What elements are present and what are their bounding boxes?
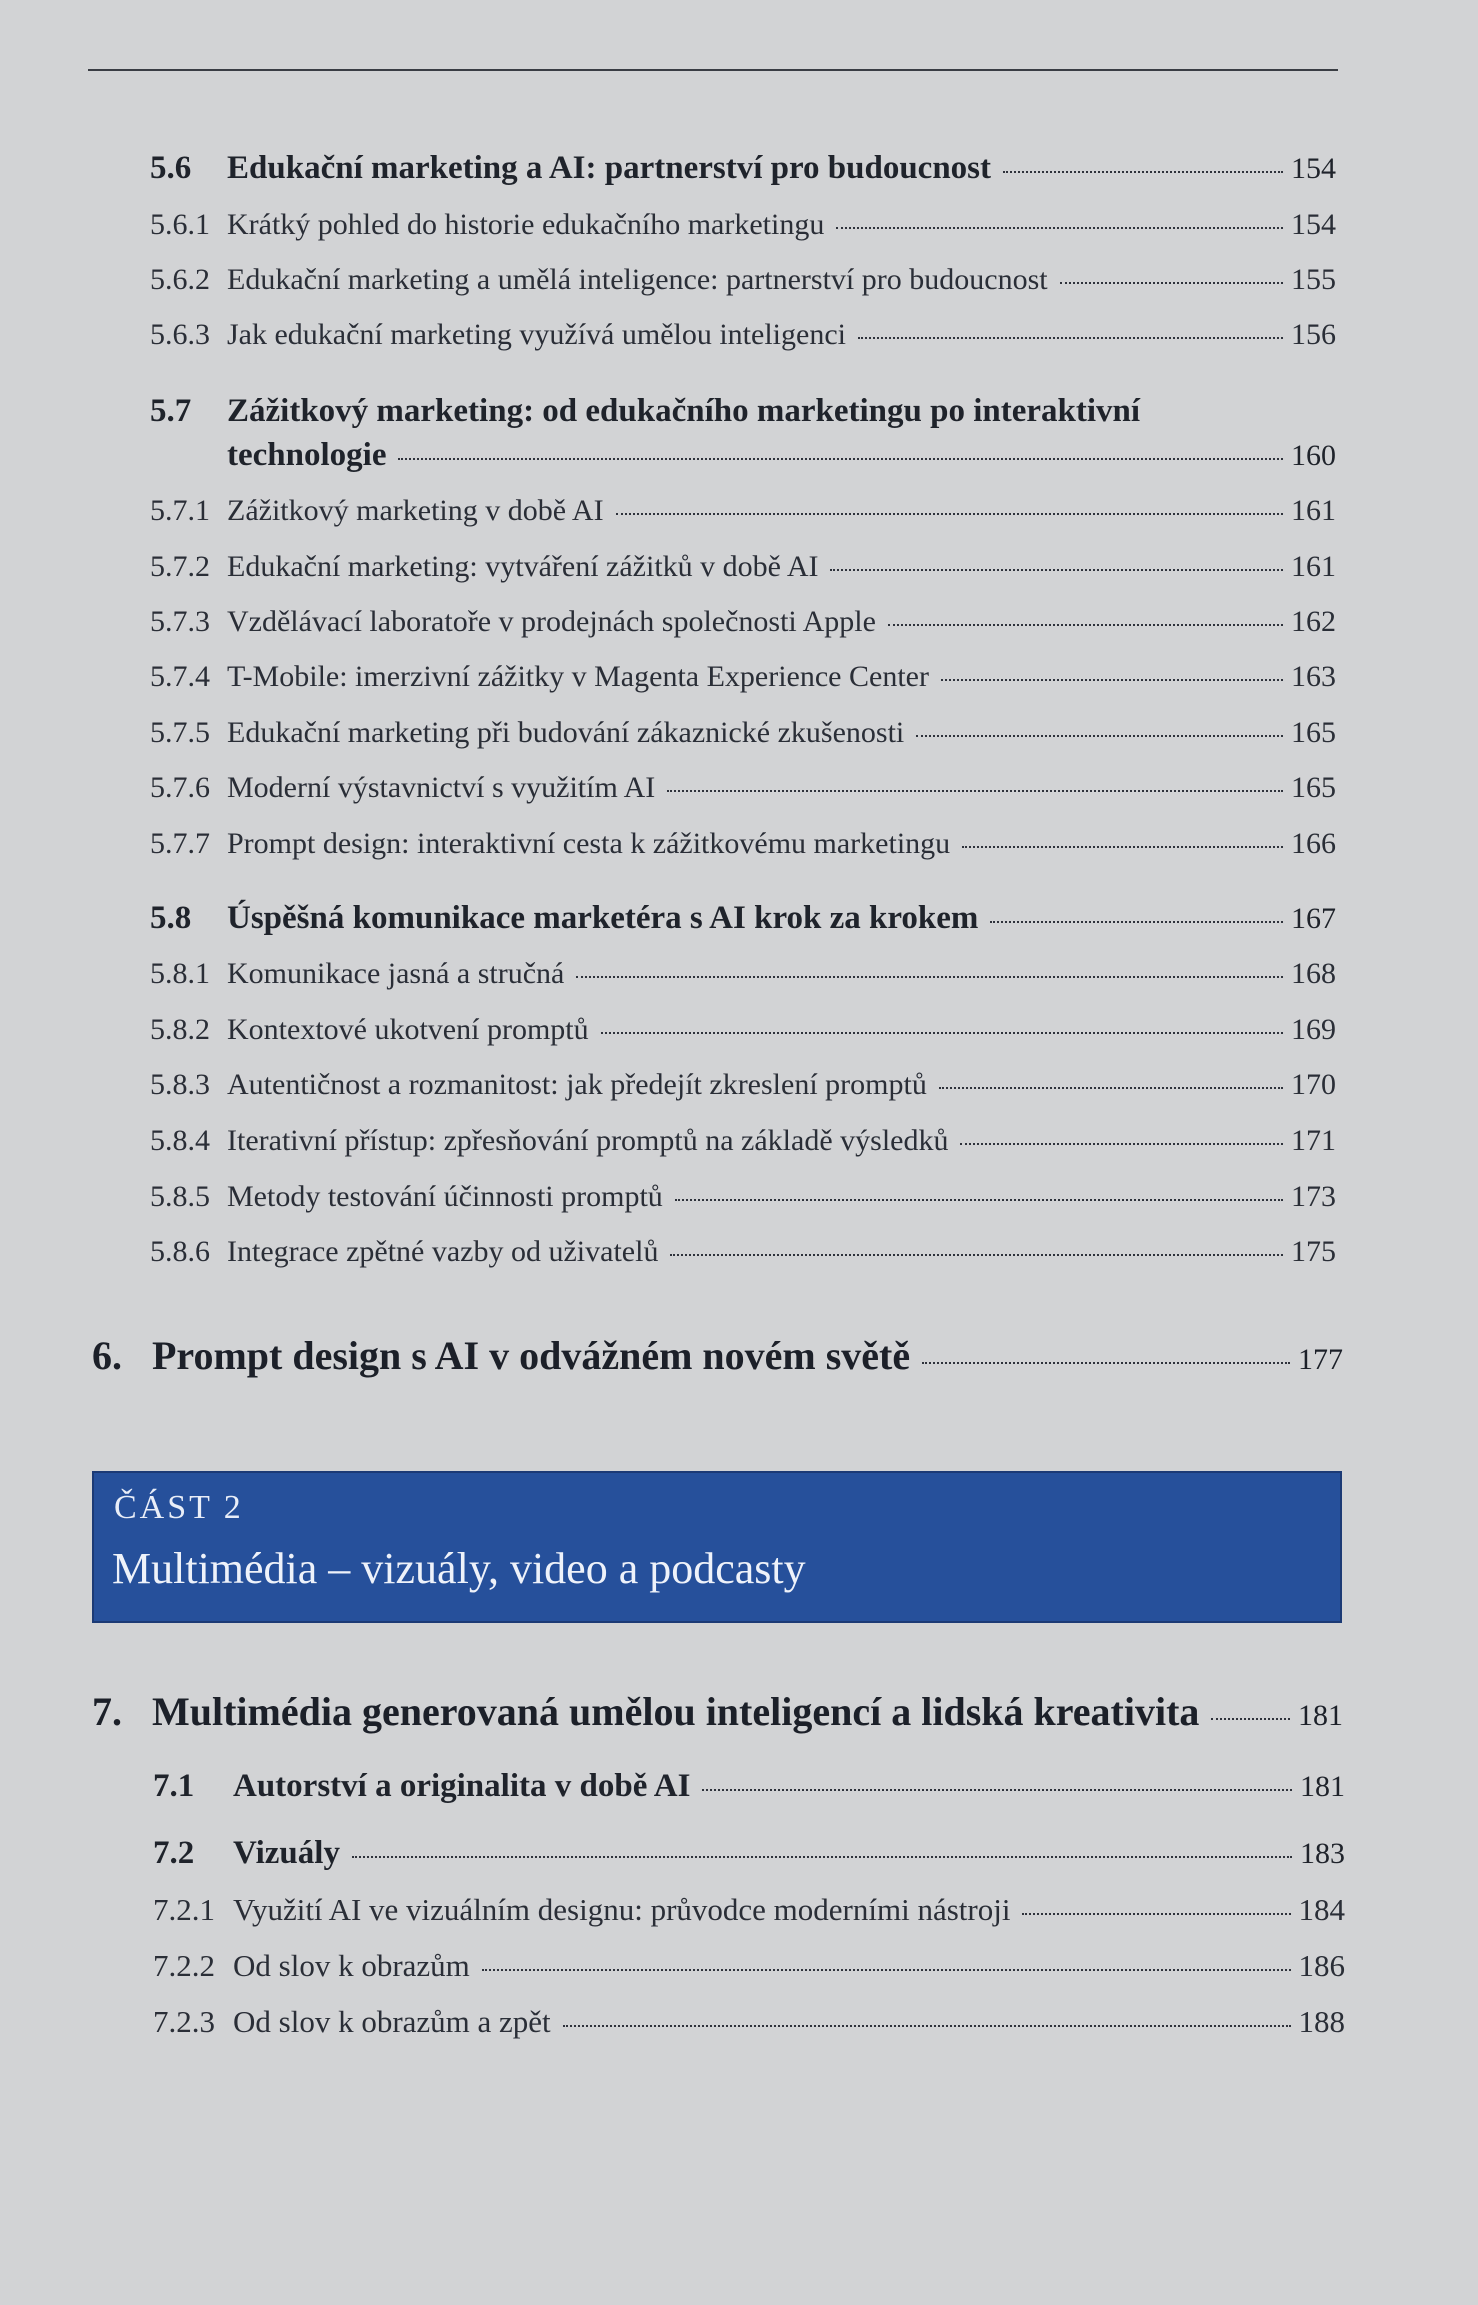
toc-entry-5-6-2[interactable] bbox=[150, 263, 1336, 297]
dot-leader bbox=[990, 921, 1283, 923]
dot-leader bbox=[563, 2025, 1291, 2027]
toc-entry-5-7-6[interactable] bbox=[150, 771, 1336, 805]
entry-page: 160 bbox=[1291, 439, 1336, 472]
dot-leader bbox=[670, 1254, 1283, 1256]
toc-entry-5-7-continuation[interactable] bbox=[227, 437, 1336, 474]
entry-title: Edukační marketing a umělá inteligence: partnerství pro budoucnost bbox=[227, 263, 1048, 296]
part-2-banner bbox=[92, 1471, 1342, 1623]
entry-page: 170 bbox=[1291, 1068, 1336, 1101]
entry-number: 7.2 bbox=[153, 1835, 195, 1871]
dot-leader bbox=[576, 976, 1283, 978]
dot-leader bbox=[836, 227, 1283, 229]
chapter-page: 181 bbox=[1298, 1699, 1343, 1732]
entry-number: 5.6 bbox=[150, 150, 192, 186]
entry-title: Autorství a originalita v době AI bbox=[233, 1768, 691, 1804]
dot-leader bbox=[1211, 1718, 1290, 1720]
dot-leader bbox=[601, 1032, 1283, 1034]
entry-number: 5.8.1 bbox=[150, 957, 210, 990]
entry-page: 154 bbox=[1291, 208, 1336, 241]
toc-entry-5-8-1[interactable] bbox=[150, 957, 1336, 991]
toc-chapter-7[interactable] bbox=[92, 1688, 1343, 1735]
entry-title: Vizuály bbox=[233, 1835, 340, 1871]
header-rule bbox=[88, 69, 1338, 71]
entry-page: 167 bbox=[1291, 902, 1336, 935]
dot-leader bbox=[941, 679, 1283, 681]
toc-entry-7-2[interactable] bbox=[153, 1835, 1345, 1872]
entry-page: 171 bbox=[1291, 1124, 1336, 1157]
entry-page: 188 bbox=[1298, 2004, 1345, 2039]
chapter-title: Multimédia generovaná umělou inteligencí a lidská kreativita bbox=[152, 1689, 1200, 1734]
entry-number: 7.2.1 bbox=[153, 1892, 215, 1927]
entry-page: 163 bbox=[1291, 660, 1336, 693]
entry-title: Krátký pohled do historie edukačního marketingu bbox=[227, 208, 825, 241]
dot-leader bbox=[858, 337, 1283, 339]
toc-entry-7-2-1[interactable] bbox=[153, 1892, 1345, 1928]
toc-entry-7-1[interactable] bbox=[153, 1768, 1345, 1805]
entry-number: 7.2.2 bbox=[153, 1948, 215, 1983]
entry-page: 154 bbox=[1291, 152, 1336, 185]
toc-entry-5-8-6[interactable] bbox=[150, 1235, 1336, 1269]
dot-leader bbox=[667, 790, 1283, 792]
entry-title: Zážitkový marketing v době AI bbox=[227, 494, 604, 527]
entry-page: 181 bbox=[1300, 1770, 1345, 1803]
entry-title: Moderní výstavnictví s využitím AI bbox=[227, 771, 656, 804]
entry-page: 161 bbox=[1291, 550, 1336, 583]
dot-leader bbox=[830, 569, 1283, 571]
entry-number: 5.7.7 bbox=[150, 827, 210, 860]
toc-entry-5-6-3[interactable] bbox=[150, 318, 1336, 352]
toc-entry-5-8-4[interactable] bbox=[150, 1124, 1336, 1158]
entry-number: 5.8.3 bbox=[150, 1068, 210, 1101]
dot-leader bbox=[675, 1199, 1283, 1201]
entry-number: 5.6.3 bbox=[150, 318, 210, 351]
entry-page: 175 bbox=[1291, 1235, 1336, 1268]
toc-entry-5-8-3[interactable] bbox=[150, 1068, 1336, 1102]
entry-number: 7.2.3 bbox=[153, 2004, 215, 2039]
chapter-number: 7. bbox=[92, 1689, 122, 1734]
entry-page: 161 bbox=[1291, 494, 1336, 527]
entry-title: Edukační marketing: vytváření zážitků v době AI bbox=[227, 550, 819, 583]
entry-page: 169 bbox=[1291, 1013, 1336, 1046]
entry-number: 5.7.4 bbox=[150, 660, 210, 693]
entry-page: 155 bbox=[1291, 263, 1336, 296]
entry-title: T-Mobile: imerzivní zážitky v Magenta Experience Center bbox=[227, 660, 929, 693]
entry-page: 168 bbox=[1291, 957, 1336, 990]
entry-number: 5.7 bbox=[150, 393, 192, 429]
toc-entry-5-8-5[interactable] bbox=[150, 1180, 1336, 1214]
chapter-title: Prompt design s AI v odvážném novém světě bbox=[152, 1333, 911, 1378]
entry-title: Edukační marketing a AI: partnerství pro budoucnost bbox=[227, 150, 992, 186]
entry-page: 183 bbox=[1300, 1837, 1345, 1870]
entry-title-line2: technologie bbox=[227, 437, 387, 473]
entry-page: 165 bbox=[1291, 716, 1336, 749]
entry-page: 186 bbox=[1298, 1948, 1345, 1983]
dot-leader bbox=[1060, 282, 1283, 284]
dot-leader bbox=[1022, 1913, 1290, 1915]
entry-page: 173 bbox=[1291, 1180, 1336, 1213]
entry-page: 162 bbox=[1291, 605, 1336, 638]
part-label: ČÁST 2 bbox=[114, 1489, 244, 1526]
toc-entry-5-7-3[interactable] bbox=[150, 605, 1336, 639]
entry-title: Prompt design: interaktivní cesta k zážitkovému marketingu bbox=[227, 827, 951, 860]
entry-title: Využití AI ve vizuálním designu: průvodce moderními nástroji bbox=[233, 1892, 1011, 1927]
dot-leader bbox=[1003, 171, 1283, 173]
entry-title: Autentičnost a rozmanitost: jak předejít zkreslení promptů bbox=[227, 1068, 927, 1101]
entry-number: 5.6.1 bbox=[150, 208, 210, 241]
toc-entry-5-7-7[interactable] bbox=[150, 827, 1336, 861]
dot-leader bbox=[616, 513, 1283, 515]
dot-leader bbox=[888, 624, 1283, 626]
entry-title: Kontextové ukotvení promptů bbox=[227, 1013, 589, 1046]
entry-page: 184 bbox=[1298, 1892, 1345, 1927]
dot-leader bbox=[916, 735, 1283, 737]
entry-number: 5.7.2 bbox=[150, 550, 210, 583]
entry-number: 5.8.5 bbox=[150, 1180, 210, 1213]
dot-leader bbox=[960, 1143, 1283, 1145]
entry-number: 5.7.6 bbox=[150, 771, 210, 804]
toc-entry-5-7-2[interactable] bbox=[150, 550, 1336, 584]
entry-number: 5.8.2 bbox=[150, 1013, 210, 1046]
entry-title: Vzdělávací laboratoře v prodejnách společnosti Apple bbox=[227, 605, 876, 638]
entry-title: Jak edukační marketing využívá umělou inteligenci bbox=[227, 318, 846, 351]
part-title: Multimédia – vizuály, video a podcasty bbox=[112, 1544, 806, 1593]
toc-entry-7-2-3[interactable] bbox=[153, 2004, 1345, 2040]
entry-page: 156 bbox=[1291, 318, 1336, 351]
dot-leader bbox=[352, 1856, 1292, 1858]
toc-entry-5-8-2[interactable] bbox=[150, 1013, 1336, 1047]
toc-entry-5-7-5[interactable] bbox=[150, 716, 1336, 750]
toc-entry-5-7-4[interactable] bbox=[150, 660, 1336, 694]
dot-leader bbox=[962, 846, 1283, 848]
toc-entry-7-2-2[interactable] bbox=[153, 1948, 1345, 1984]
entry-number: 7.1 bbox=[153, 1768, 195, 1804]
entry-number: 5.7.1 bbox=[150, 494, 210, 527]
dot-leader bbox=[922, 1362, 1290, 1364]
entry-title: Komunikace jasná a stručná bbox=[227, 957, 565, 990]
entry-title: Iterativní přístup: zpřesňování promptů na základě výsledků bbox=[227, 1124, 949, 1157]
toc-chapter-6[interactable] bbox=[92, 1332, 1343, 1379]
toc-entry-5-8[interactable] bbox=[150, 900, 1336, 937]
chapter-number: 6. bbox=[92, 1333, 122, 1378]
entry-number: 5.6.2 bbox=[150, 263, 210, 296]
entry-number: 5.7.5 bbox=[150, 716, 210, 749]
dot-leader bbox=[398, 458, 1283, 460]
toc-entry-5-7[interactable] bbox=[150, 393, 1140, 430]
entry-page: 166 bbox=[1291, 827, 1336, 860]
dot-leader bbox=[702, 1789, 1292, 1791]
entry-number: 5.8.6 bbox=[150, 1235, 210, 1268]
entry-title: Úspěšná komunikace marketéra s AI krok za krokem bbox=[227, 900, 979, 936]
dot-leader bbox=[939, 1087, 1283, 1089]
toc-entry-5-7-1[interactable] bbox=[150, 494, 1336, 528]
chapter-page: 177 bbox=[1298, 1343, 1343, 1376]
entry-title: Metody testování účinnosti promptů bbox=[227, 1180, 663, 1213]
entry-title: Edukační marketing při budování zákaznické zkušenosti bbox=[227, 716, 905, 749]
entry-title: Od slov k obrazům bbox=[233, 1948, 470, 1983]
entry-number: 5.8 bbox=[150, 900, 192, 936]
toc-entry-5-6-1[interactable] bbox=[150, 208, 1336, 242]
entry-title: Integrace zpětné vazby od uživatelů bbox=[227, 1235, 659, 1268]
toc-entry-5-6[interactable] bbox=[150, 150, 1336, 187]
dot-leader bbox=[482, 1969, 1291, 1971]
entry-title-line1: Zážitkový marketing: od edukačního marketingu po interaktivní bbox=[227, 393, 1141, 429]
entry-title: Od slov k obrazům a zpět bbox=[233, 2004, 551, 2039]
entry-number: 5.7.3 bbox=[150, 605, 210, 638]
entry-number: 5.8.4 bbox=[150, 1124, 210, 1157]
entry-page: 165 bbox=[1291, 771, 1336, 804]
